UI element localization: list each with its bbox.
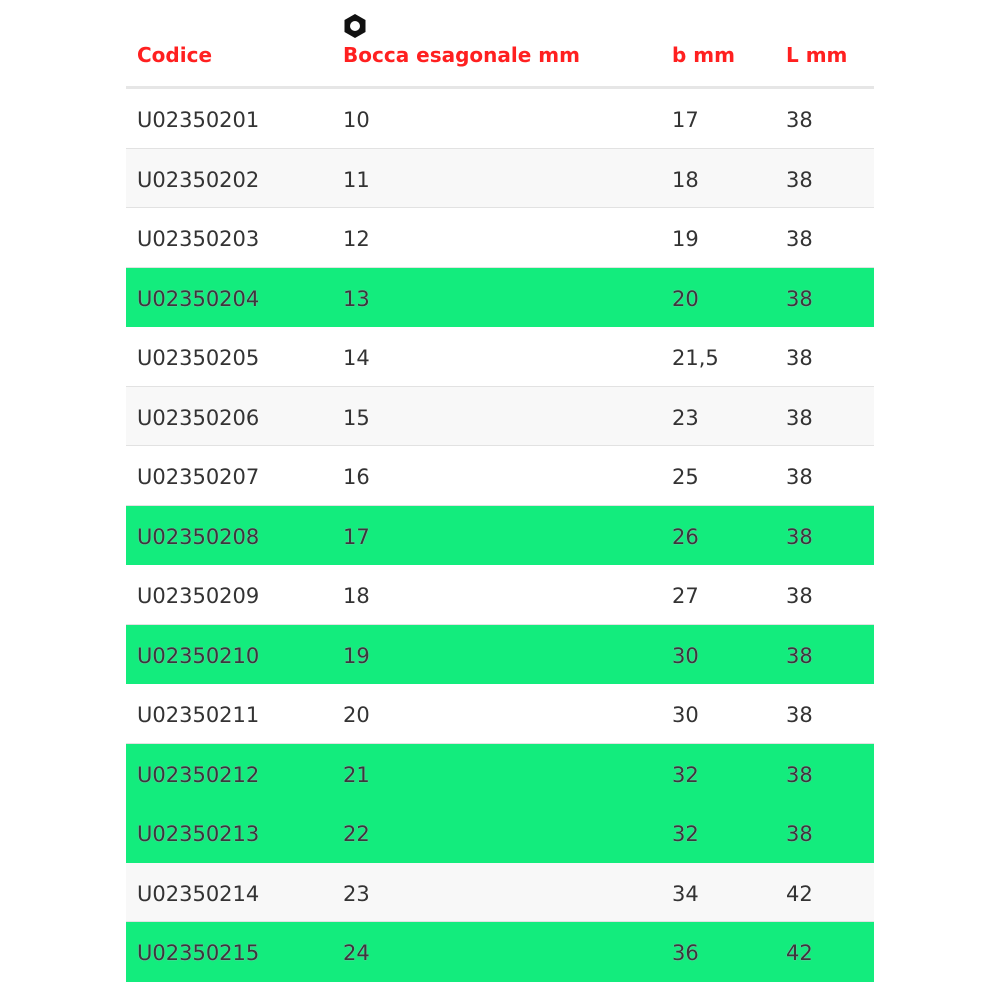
cell-code: U02350201 bbox=[137, 108, 260, 132]
table-row bbox=[126, 565, 874, 625]
cell-b: 32 bbox=[672, 762, 699, 787]
cell-hex-size: 16 bbox=[343, 465, 370, 489]
cell-b: 30 bbox=[672, 643, 699, 668]
cell-l: 38 bbox=[786, 286, 813, 311]
cell-b: 25 bbox=[672, 465, 699, 489]
cell-hex-size: 14 bbox=[343, 346, 370, 370]
cell-hex-size: 10 bbox=[343, 108, 370, 132]
cell-l: 38 bbox=[786, 227, 813, 251]
table-row bbox=[126, 268, 874, 328]
table-row bbox=[126, 506, 874, 566]
cell-b: 23 bbox=[672, 405, 699, 430]
column-header-l: L mm bbox=[786, 43, 848, 67]
table-row bbox=[126, 625, 874, 685]
cell-hex-size: 22 bbox=[343, 822, 370, 846]
table-row bbox=[126, 863, 874, 923]
table-row bbox=[126, 89, 874, 149]
cell-l: 42 bbox=[786, 941, 813, 965]
cell-b: 27 bbox=[672, 584, 699, 608]
cell-code: U02350211 bbox=[137, 703, 260, 727]
cell-l: 38 bbox=[786, 643, 813, 668]
cell-code: U02350206 bbox=[137, 405, 260, 430]
column-header-b: b mm bbox=[672, 43, 735, 67]
product-table bbox=[126, 0, 874, 982]
cell-b: 30 bbox=[672, 703, 699, 727]
cell-l: 38 bbox=[786, 524, 813, 549]
cell-code: U02350213 bbox=[137, 822, 260, 846]
cell-code: U02350215 bbox=[137, 941, 260, 965]
cell-l: 38 bbox=[786, 703, 813, 727]
hex-nut-icon bbox=[343, 13, 367, 39]
cell-l: 38 bbox=[786, 762, 813, 787]
cell-l: 38 bbox=[786, 346, 813, 370]
cell-hex-size: 21 bbox=[343, 762, 370, 787]
cell-b: 26 bbox=[672, 524, 699, 549]
cell-l: 38 bbox=[786, 584, 813, 608]
cell-code: U02350210 bbox=[137, 643, 260, 668]
cell-b: 17 bbox=[672, 108, 699, 132]
table-row bbox=[126, 149, 874, 209]
cell-code: U02350204 bbox=[137, 286, 260, 311]
table-row bbox=[126, 208, 874, 268]
cell-b: 19 bbox=[672, 227, 699, 251]
table-row bbox=[126, 922, 874, 982]
table-row bbox=[126, 446, 874, 506]
cell-hex-size: 18 bbox=[343, 584, 370, 608]
cell-code: U02350209 bbox=[137, 584, 260, 608]
cell-l: 42 bbox=[786, 881, 813, 906]
cell-hex-size: 11 bbox=[343, 167, 370, 192]
table-row bbox=[126, 744, 874, 804]
cell-code: U02350214 bbox=[137, 881, 260, 906]
cell-code: U02350212 bbox=[137, 762, 260, 787]
cell-hex-size: 20 bbox=[343, 703, 370, 727]
column-header-code: Codice bbox=[137, 43, 213, 67]
table-row bbox=[126, 387, 874, 447]
table-row bbox=[126, 327, 874, 387]
cell-b: 34 bbox=[672, 881, 699, 906]
cell-hex-size: 17 bbox=[343, 524, 370, 549]
cell-code: U02350208 bbox=[137, 524, 260, 549]
cell-code: U02350207 bbox=[137, 465, 260, 489]
cell-hex-size: 12 bbox=[343, 227, 370, 251]
cell-hex-size: 13 bbox=[343, 286, 370, 311]
cell-l: 38 bbox=[786, 108, 813, 132]
column-header-hex: Bocca esagonale mm bbox=[343, 43, 580, 67]
cell-b: 20 bbox=[672, 286, 699, 311]
cell-hex-size: 23 bbox=[343, 881, 370, 906]
cell-l: 38 bbox=[786, 405, 813, 430]
cell-l: 38 bbox=[786, 465, 813, 489]
table-row bbox=[126, 684, 874, 744]
cell-hex-size: 15 bbox=[343, 405, 370, 430]
cell-code: U02350203 bbox=[137, 227, 260, 251]
table-header bbox=[126, 0, 874, 89]
table-row bbox=[126, 803, 874, 863]
cell-code: U02350205 bbox=[137, 346, 260, 370]
cell-b: 36 bbox=[672, 941, 699, 965]
cell-hex-size: 24 bbox=[343, 941, 370, 965]
cell-b: 18 bbox=[672, 167, 699, 192]
cell-b: 32 bbox=[672, 822, 699, 846]
table-body bbox=[126, 89, 874, 982]
cell-hex-size: 19 bbox=[343, 643, 370, 668]
cell-b: 21,5 bbox=[672, 346, 719, 370]
cell-code: U02350202 bbox=[137, 167, 260, 192]
cell-l: 38 bbox=[786, 167, 813, 192]
cell-l: 38 bbox=[786, 822, 813, 846]
